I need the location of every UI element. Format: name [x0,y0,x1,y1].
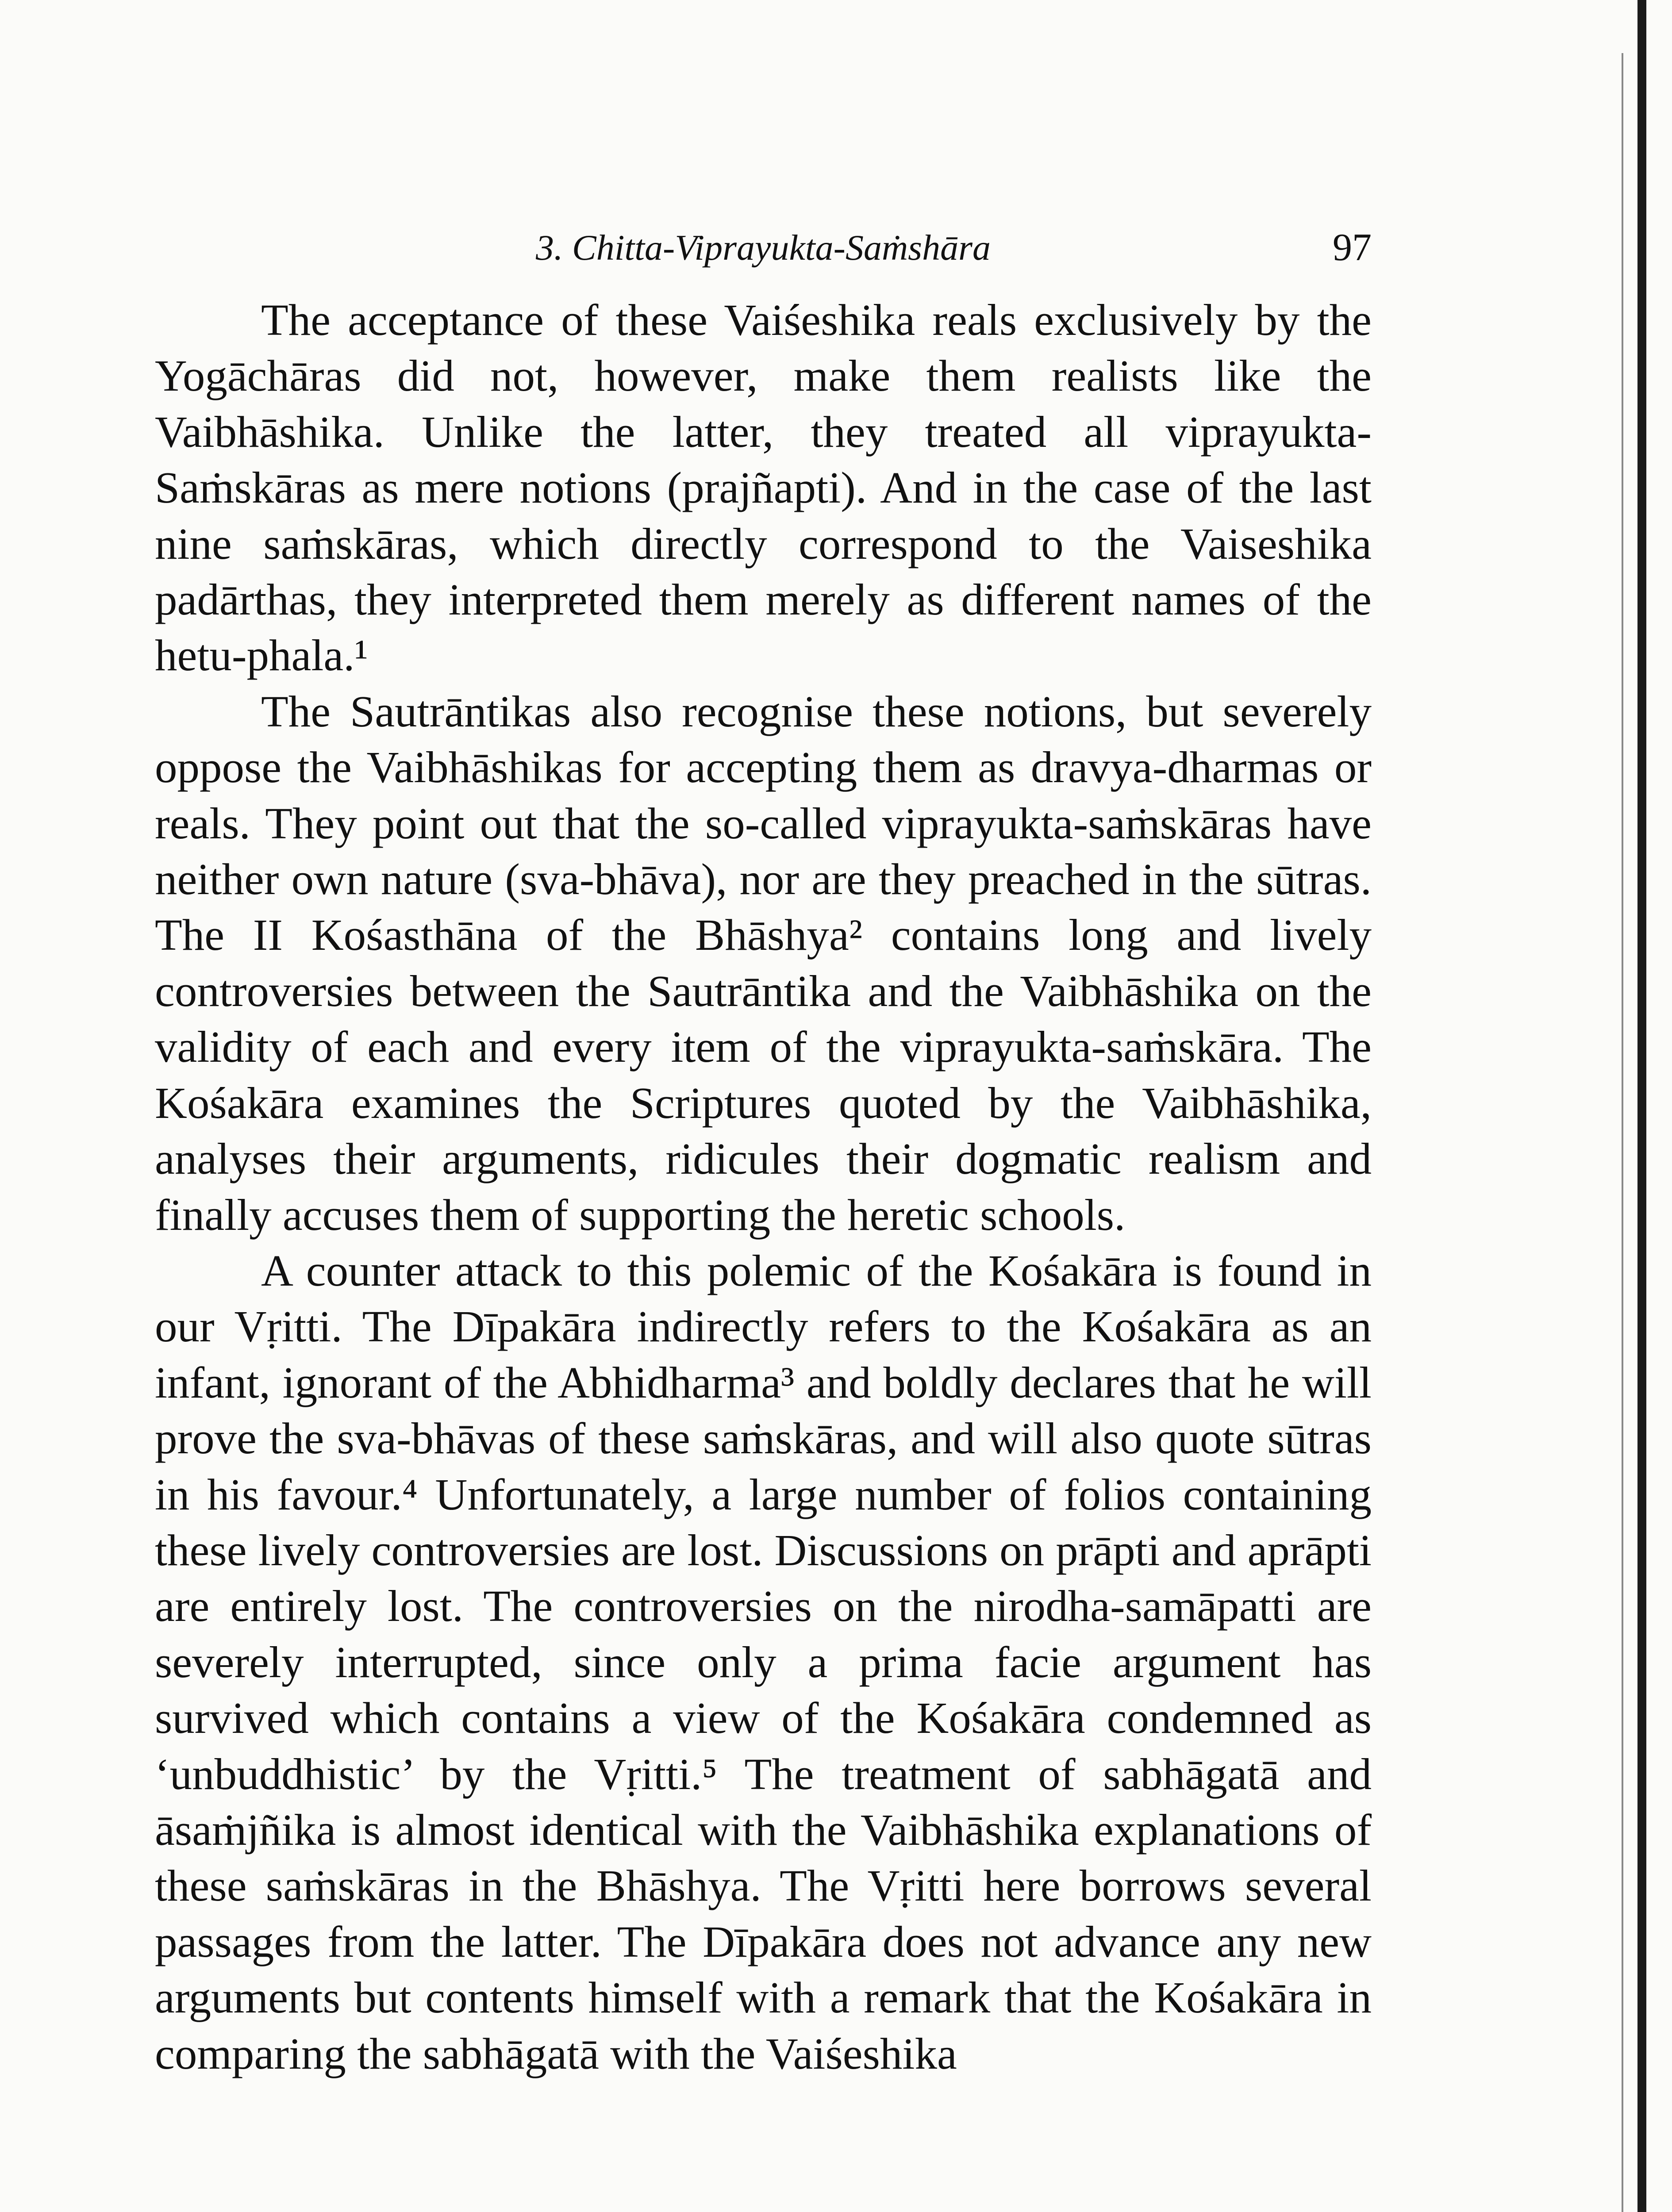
paragraph: A counter attack to this polemic of the Kośakāra is found in our Vṛitti. The Dīpakāra indirectly refers to the Kośakāra as an infant, ignorant of the Abhidharma³ and boldly declares that he will prove the sva-bhāvas of these saṁskāras, and will also quote sūtras in his favour.⁴ Unfortunately, a large number of folios containing these lively controversies are lost. Discussions on prāpti and aprāpti are entirely lost. The controversies on the nirodha-samāpatti are severely interrupted, since only a prima facie argument has survived which contains a view of the Kośakāra condemned as ‘unbuddhistic’ by the Vṛitti.⁵ The treatment of sabhāgatā and āsaṁjñika is almost identical with the Vaibhāshika explanations of these saṁskāras in the Bhāshya. The Vṛitti here borrows several passages from the latter. The Dīpakāra does not advance any new arguments but contents himself with a remark that the Kośakāra in comparing the sabhāgatā with the Vaiśeshika [155,1245,1372,2078]
body-text [155,292,1372,2081]
page-number: 97 [1333,226,1372,269]
page-header [155,223,1372,276]
scan-gutter-line [1622,53,1623,2212]
scan-right-edge [1637,0,1646,2212]
paragraph: The Sautrāntikas also recognise these notions, but severely oppose the Vaibhāshikas for accepting them as dravya-dharmas or reals. They point out that the so-called viprayukta-saṁskāras have neither own nature (sva-bhāva), nor are they preached in the sūtras. The II Kośasthāna of the Bhāshya² contains long and lively controversies between the Sautrāntika and the Vaibhāshika on the validity of each and every item of the viprayukta-saṁskāra. The Kośakāra examines the Scriptures quoted by the Vaibhāshika, analyses their arguments, ridicules their dogmatic realism and finally accuses them of supporting the heretic schools. [155,686,1372,1240]
paragraph: The acceptance of these Vaiśeshika reals exclusively by the Yogāchāras did not, however, make them realists like the Vaibhāshika. Unlike the latter, they treated all viprayukta-Saṁskāras as mere notions (prajñapti). And in the case of the last nine saṁskāras, which directly correspond to the Vaiseshika padārthas, they interpreted them merely as different names of the hetu-phala.¹ [155,295,1372,680]
running-title: 3. Chitta-Viprayukta-Saṁshāra [536,227,991,268]
